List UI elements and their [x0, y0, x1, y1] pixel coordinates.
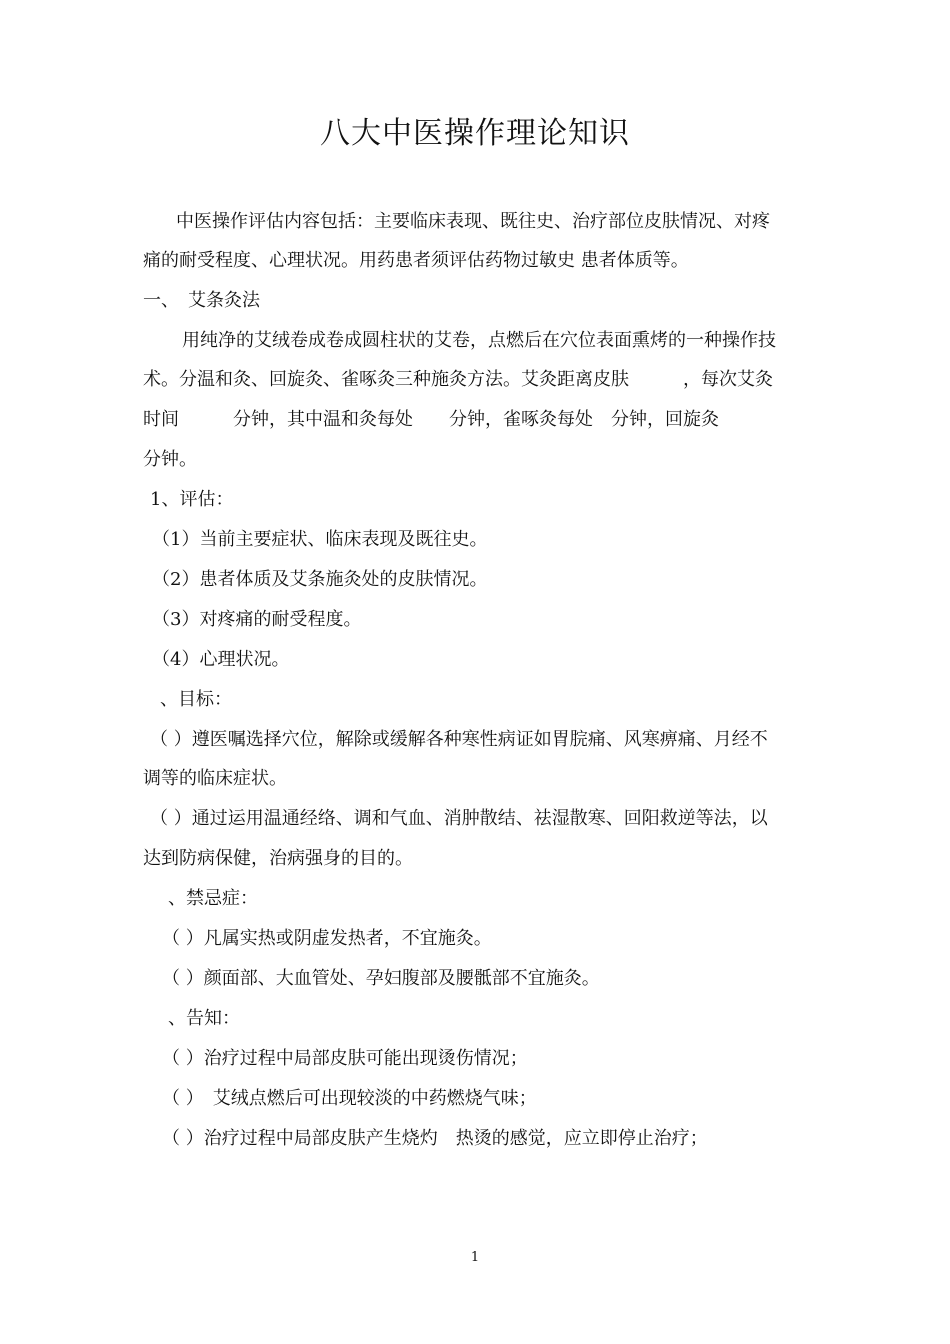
assess-heading: 1、评估： — [150, 489, 234, 510]
assess-item-3: （3）对疼痛的耐受程度。 — [152, 609, 362, 630]
contraindication-item-1: （ ）凡属实热或阴虚发热者，不宜施灸。 — [162, 928, 492, 949]
goal-heading: 、目标： — [160, 689, 232, 710]
inform-heading: 、告知： — [168, 1008, 240, 1029]
goal-item-1-line-2: 调等的临床症状。 — [143, 768, 287, 789]
contraindication-item-2: （ ）颜面部、大血管处、孕妇腹部及腰骶部不宜施灸。 — [162, 968, 600, 989]
intro-line-1: 中医操作评估内容包括：主要临床表现、既往史、治疗部位皮肤情况、对疼 — [176, 211, 770, 232]
goal-item-2-line-1: （ ）通过运用温通经络、调和气血、消肿散结、祛湿散寒、回阳救逆等法，以 — [150, 808, 768, 829]
section-desc-line-4: 分钟。 — [143, 449, 197, 470]
section-desc-line-1: 用纯净的艾绒卷成卷成圆柱状的艾卷，点燃后在穴位表面熏烤的一种操作技 — [182, 330, 776, 351]
contraindication-heading: 、禁忌症： — [168, 888, 258, 909]
inform-item-3: （ ）治疗过程中局部皮肤产生烧灼 热烫的感觉，应立即停止治疗； — [162, 1128, 708, 1149]
inform-item-1: （ ）治疗过程中局部皮肤可能出现烫伤情况； — [162, 1048, 528, 1069]
section-desc-line-3: 时间 分钟，其中温和灸每处 分钟，雀啄灸每处 分钟，回旋灸 — [143, 409, 719, 430]
assess-item-4: （4）心理状况。 — [152, 649, 290, 670]
page-number: 1 — [470, 1250, 480, 1265]
document-title: 八大中医操作理论知识 — [320, 116, 630, 151]
intro-line-2: 痛的耐受程度、心理状况。用药患者须评估药物过敏史 患者体质等。 — [143, 250, 689, 271]
goal-item-2-line-2: 达到防病保健，治病强身的目的。 — [143, 848, 413, 869]
assess-item-2: （2）患者体质及艾条施灸处的皮肤情况。 — [152, 569, 488, 590]
inform-item-2: （ ） 艾绒点燃后可出现较淡的中药燃烧气味； — [162, 1088, 537, 1109]
goal-item-1-line-1: （ ）遵医嘱选择穴位，解除或缓解各种寒性病证如胃脘痛、风寒痹痛、月经不 — [150, 729, 768, 750]
section-heading: 一、 艾条灸法 — [143, 290, 260, 311]
assess-item-1: （1）当前主要症状、临床表现及既往史。 — [152, 529, 488, 550]
section-desc-line-2: 术。分温和灸、回旋灸、雀啄灸三种施灸方法。艾灸距离皮肤 ，每次艾灸 — [143, 369, 773, 390]
